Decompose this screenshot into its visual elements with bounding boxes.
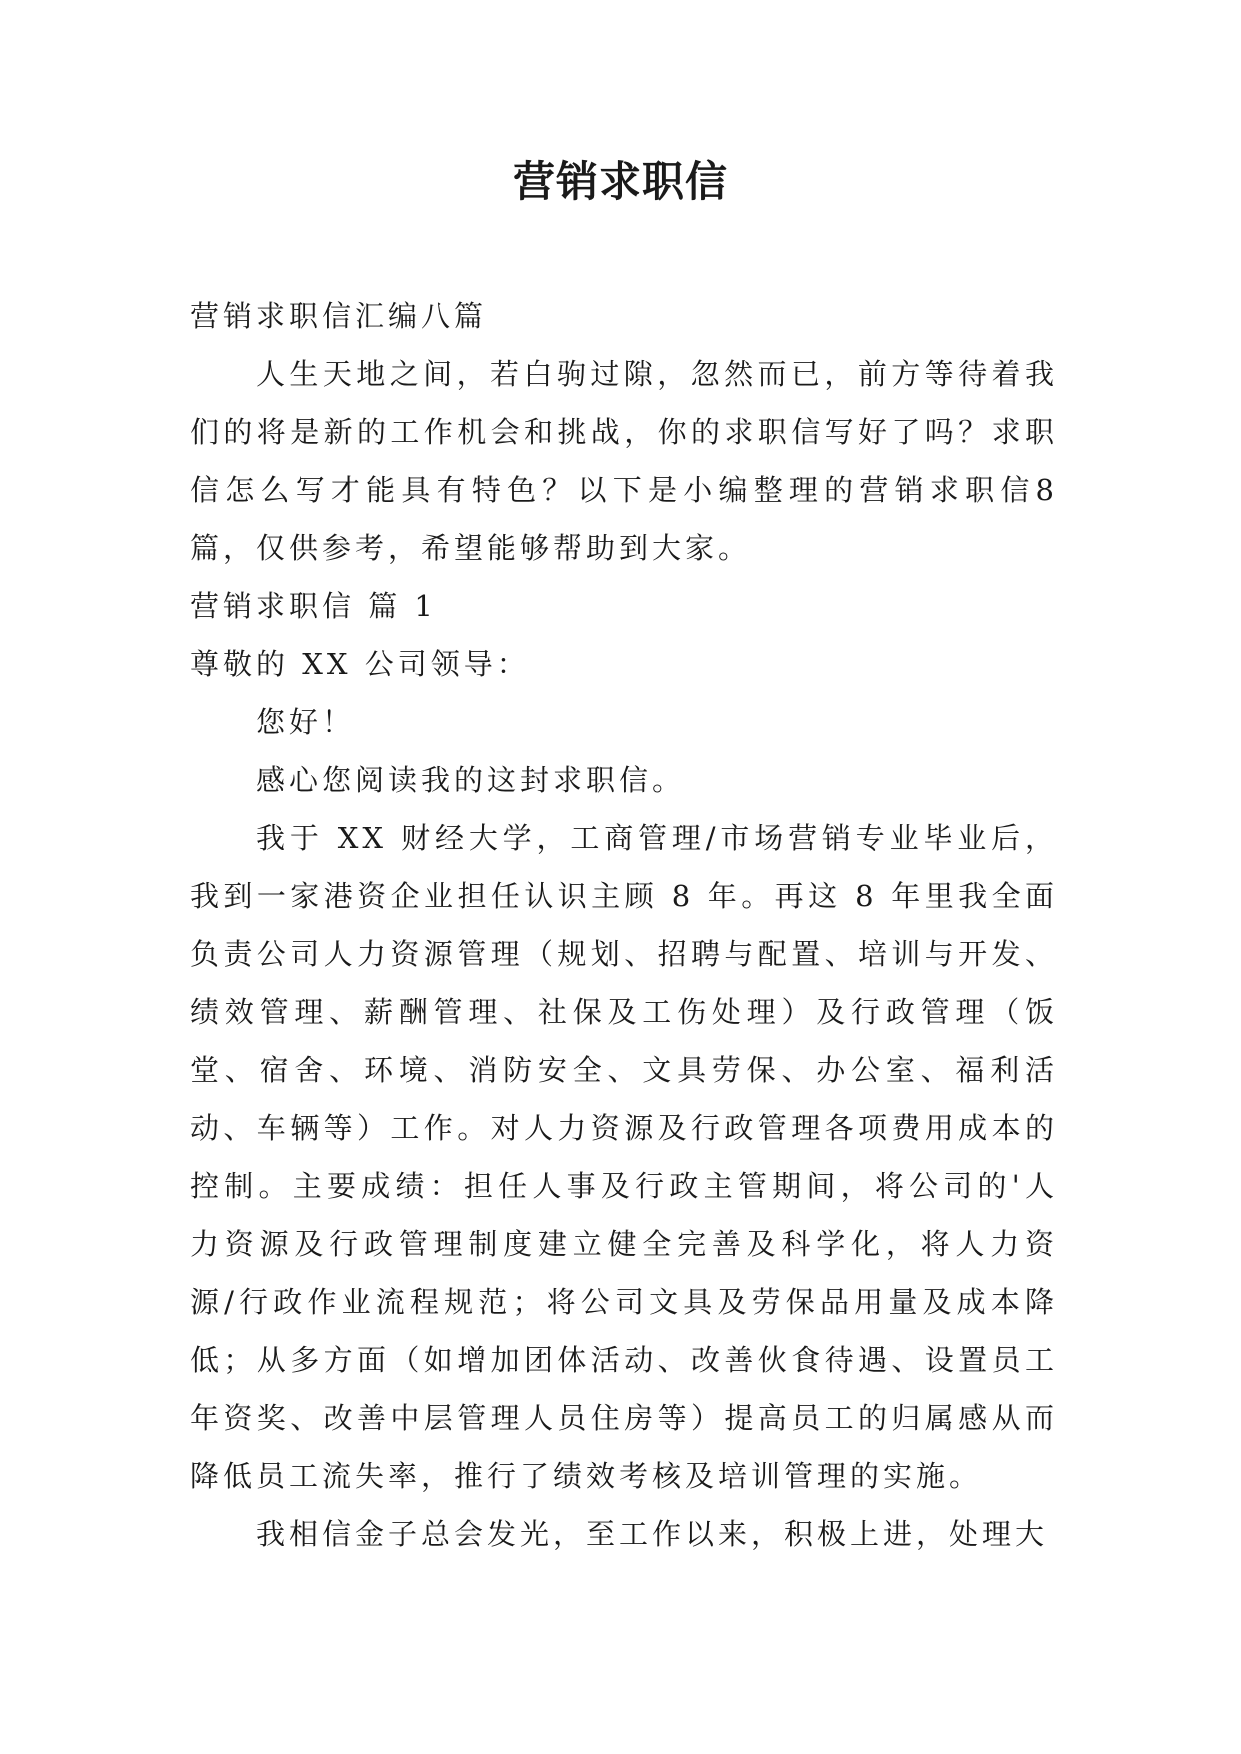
thanks-line: 感心您阅读我的这封求职信。: [256, 763, 686, 797]
body-paragraph: 我于 XX 财经大学，工商管理/市场营销专业毕业后，我到一家港资企业担任认识主顾 8 年。再这 8 年里我全面负责公司人力资源管理（规划、招聘与配置、培训与开发、绩效管理、薪酬管理、社保及工伤处理）及行政管理（饭堂、宿舍、环境、消防安全、文具劳保、办公室、福利活动、车辆等）工作。对人力资源及行政管理各项费用成本的控制。主要成绩：担任人事及行政主管期间，将公司的'人力资源及行政管理制度建立健全完善及科学化，将人力资源/行政作业流程规范；将公司文具及劳保品用量及成本降低；从多方面（如增加团体活动、改善伙食待遇、设置员工年资奖、改善中层管理人员住房等）提高员工的归属感从而降低员工流失率，推行了绩效考核及培训管理的实施。: [190, 821, 1058, 1493]
document-title: 营销求职信: [512, 157, 728, 206]
intro-paragraph: 人生天地之间，若白驹过隙，忽然而已，前方等待着我们的将是新的工作机会和挑战，你的求职信写好了吗？求职信怎么写才能具有特色？以下是小编整理的营销求职信8篇，仅供参考，希望能够帮助到大家。: [190, 357, 1058, 565]
body-paragraph: 我相信金子总会发光，至工作以来，积极上进，处理大: [256, 1517, 1049, 1551]
subtitle-line: 营销求职信汇编八篇: [190, 299, 488, 333]
greeting: 您好！: [256, 705, 356, 739]
salutation: 尊敬的 XX 公司领导：: [190, 647, 530, 681]
document-body: [190, 287, 1058, 1563]
section-heading: 营销求职信 篇 1: [190, 589, 437, 623]
